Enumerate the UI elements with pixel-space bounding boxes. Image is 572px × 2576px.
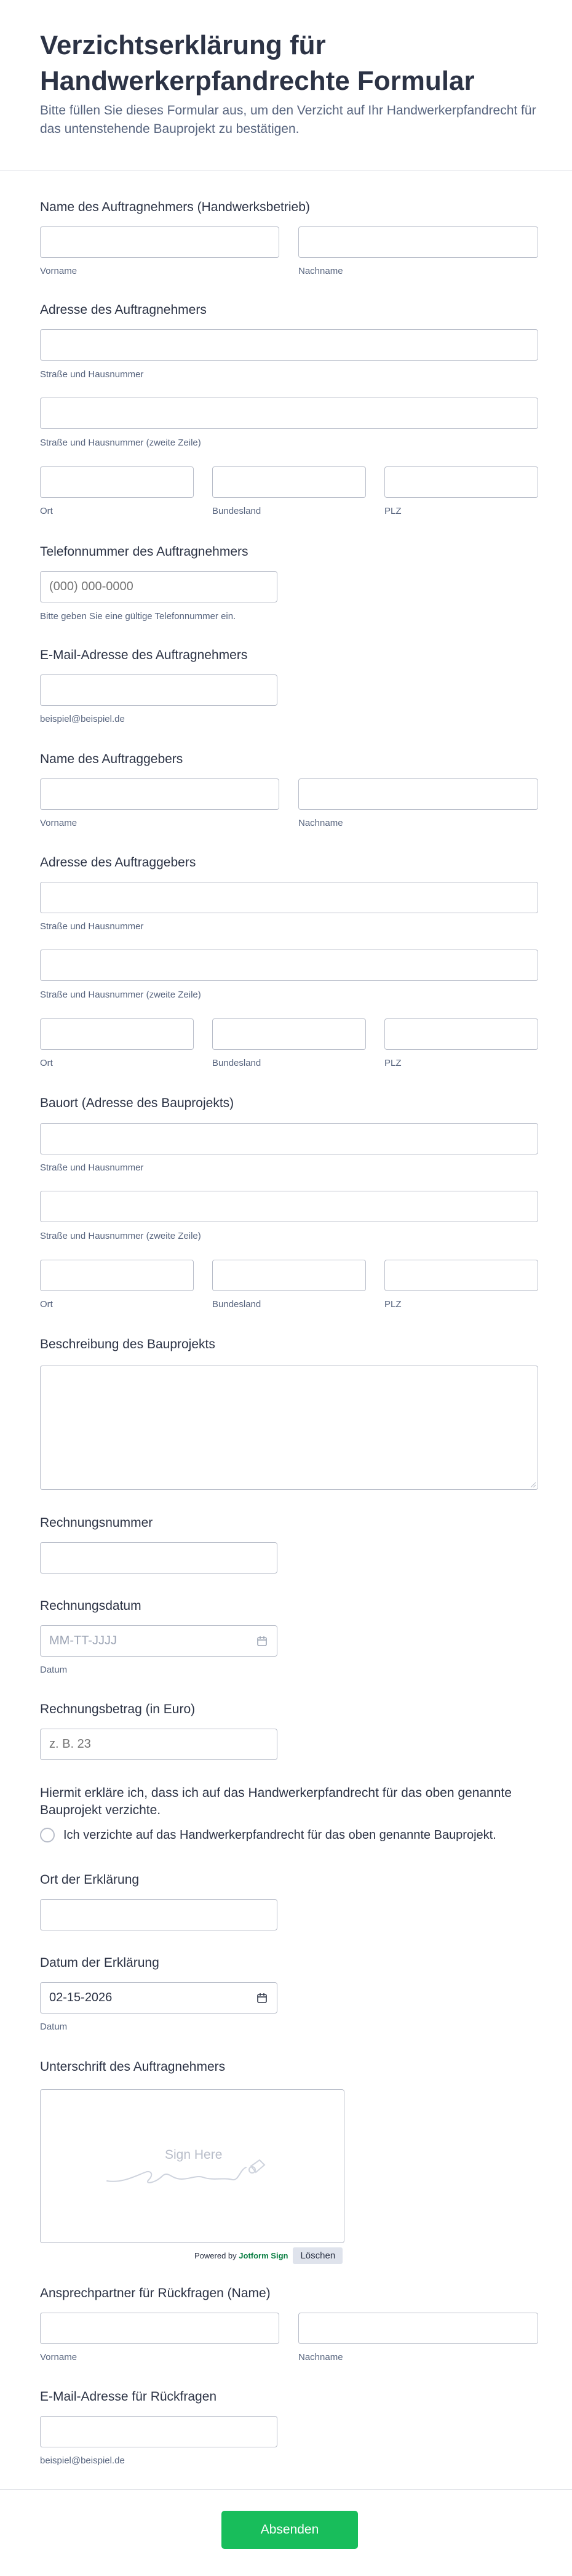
site-city-sublabel: Ort (40, 1299, 53, 1310)
contractor-city-input[interactable] (40, 466, 194, 498)
site-street2-input[interactable] (40, 1191, 538, 1222)
invoice-amount-label: Rechnungsbetrag (in Euro) (40, 1702, 196, 1716)
contractor-phone-hint: Bitte geben Sie eine gültige Telefonnummer ein. (40, 611, 236, 622)
declaration-date-label: Datum der Erklärung (40, 1956, 159, 1970)
declaration-option[interactable] (40, 1828, 496, 1842)
site-street-sublabel: Straße und Hausnummer (40, 1162, 144, 1173)
project-description-textarea[interactable] (40, 1366, 538, 1490)
invoice-date-placeholder: MM-TT-JJJJ (49, 1634, 117, 1647)
client-street2-sublabel: Straße und Hausnummer (zweite Zeile) (40, 990, 201, 1000)
client-state-input[interactable] (212, 1018, 366, 1050)
contractor-first-name-sublabel: Vorname (40, 266, 77, 276)
invoice-amount-input[interactable] (40, 1729, 277, 1760)
contractor-email-input[interactable] (40, 674, 277, 706)
contractor-email-hint: beispiel@beispiel.de (40, 714, 125, 724)
contact-name-label: Ansprechpartner für Rückfragen (Name) (40, 2286, 271, 2300)
clear-signature-button[interactable]: Löschen (293, 2247, 343, 2264)
powered-by-prefix: Powered by (194, 2251, 237, 2260)
form-header (0, 0, 572, 171)
contractor-zip-input[interactable] (384, 466, 538, 498)
contractor-state-input[interactable] (212, 466, 366, 498)
invoice-number-label: Rechnungsnummer (40, 1516, 153, 1530)
client-city-sublabel: Ort (40, 1058, 53, 1068)
client-first-name-input[interactable] (40, 778, 279, 810)
jotform-sign-brand: Jotform Sign (239, 2251, 288, 2260)
site-state-input[interactable] (212, 1260, 366, 1291)
declaration-date-input[interactable] (40, 1982, 277, 2014)
project-description-label: Beschreibung des Bauprojekts (40, 1337, 215, 1351)
contractor-street-sublabel: Straße und Hausnummer (40, 369, 144, 380)
client-last-name-input[interactable] (298, 778, 538, 810)
declaration-date-hint: Datum (40, 2022, 68, 2032)
invoice-date-label: Rechnungsdatum (40, 1599, 141, 1613)
form-subtitle: Bitte füllen Sie dieses Formular aus, um den Verzicht auf Ihr Handwerkerpfandrecht für das untenstehende Bauprojekt zu bestätigen. (40, 103, 536, 136)
contact-last-name-sublabel: Nachname (298, 2352, 343, 2362)
signature-footer (194, 2247, 343, 2264)
invoice-date-hint: Datum (40, 1665, 68, 1675)
declaration-place-label: Ort der Erklärung (40, 1873, 140, 1887)
contractor-email-label: E-Mail-Adresse des Auftragnehmers (40, 648, 248, 662)
contact-email-label: E-Mail-Adresse für Rückfragen (40, 2390, 217, 2404)
site-street-input[interactable] (40, 1123, 538, 1154)
contractor-name-label: Name des Auftragnehmers (Handwerksbetrieb) (40, 200, 310, 214)
signature-placeholder-text: Sign Here (165, 2148, 223, 2162)
contractor-street2-sublabel: Straße und Hausnummer (zweite Zeile) (40, 438, 201, 448)
signature-label: Unterschrift des Auftragnehmers (40, 2060, 226, 2074)
contractor-last-name-input[interactable] (298, 226, 538, 258)
client-first-name-sublabel: Vorname (40, 818, 77, 828)
contractor-phone-label: Telefonnummer des Auftragnehmers (40, 545, 248, 559)
client-street-sublabel: Straße und Hausnummer (40, 921, 144, 932)
site-zip-sublabel: PLZ (384, 1299, 402, 1310)
resize-handle-icon[interactable] (530, 1481, 536, 1487)
client-name-label: Name des Auftraggebers (40, 752, 183, 766)
contractor-address-label: Adresse des Auftragnehmers (40, 303, 207, 317)
powered-by-text (194, 2251, 288, 2260)
declaration-label: Hiermit erkläre ich, dass ich auf das Handwerkerpfandrecht für das oben genannte Bauprojekt verzichte. (40, 1786, 512, 1817)
contact-first-name-input[interactable] (40, 2313, 279, 2344)
site-city-input[interactable] (40, 1260, 194, 1291)
signature-pad[interactable] (40, 2089, 344, 2243)
client-zip-input[interactable] (384, 1018, 538, 1050)
declaration-option-label[interactable]: Ich verzichte auf das Handwerkerpfandrecht für das oben genannte Bauprojekt. (63, 1828, 496, 1842)
contractor-street-input[interactable] (40, 329, 538, 361)
signature-placeholder-icon (41, 2090, 345, 2244)
client-last-name-sublabel: Nachname (298, 818, 343, 828)
contractor-zip-sublabel: PLZ (384, 506, 402, 516)
submit-button[interactable]: Absenden (221, 2511, 358, 2549)
declaration-date-value: 02-15-2026 (49, 1991, 113, 2004)
contact-first-name-sublabel: Vorname (40, 2352, 77, 2362)
calendar-icon[interactable] (256, 1992, 268, 2004)
contact-email-hint: beispiel@beispiel.de (40, 2455, 125, 2466)
client-address-label: Adresse des Auftraggebers (40, 855, 196, 870)
site-state-sublabel: Bundesland (212, 1299, 261, 1310)
declaration-radio[interactable] (40, 1828, 55, 1842)
contractor-first-name-input[interactable] (40, 226, 279, 258)
contractor-state-sublabel: Bundesland (212, 506, 261, 516)
contact-email-input[interactable] (40, 2416, 277, 2447)
invoice-number-input[interactable] (40, 1542, 277, 1574)
invoice-date-input[interactable] (40, 1625, 277, 1657)
site-street2-sublabel: Straße und Hausnummer (zweite Zeile) (40, 1231, 201, 1241)
contractor-city-sublabel: Ort (40, 506, 53, 516)
contractor-phone-input[interactable] (40, 571, 277, 602)
client-street2-input[interactable] (40, 950, 538, 981)
client-zip-sublabel: PLZ (384, 1058, 402, 1068)
contractor-street2-input[interactable] (40, 398, 538, 429)
client-street-input[interactable] (40, 882, 538, 913)
declaration-place-input[interactable] (40, 1899, 277, 1930)
client-city-input[interactable] (40, 1018, 194, 1050)
site-address-label: Bauort (Adresse des Bauprojekts) (40, 1096, 234, 1110)
contact-last-name-input[interactable] (298, 2313, 538, 2344)
site-zip-input[interactable] (384, 1260, 538, 1291)
client-state-sublabel: Bundesland (212, 1058, 261, 1068)
form-title: Verzichtserklärung für Handwerkerpfandrechte Formular (40, 30, 475, 96)
contractor-last-name-sublabel: Nachname (298, 266, 343, 276)
calendar-icon[interactable] (256, 1635, 268, 1647)
